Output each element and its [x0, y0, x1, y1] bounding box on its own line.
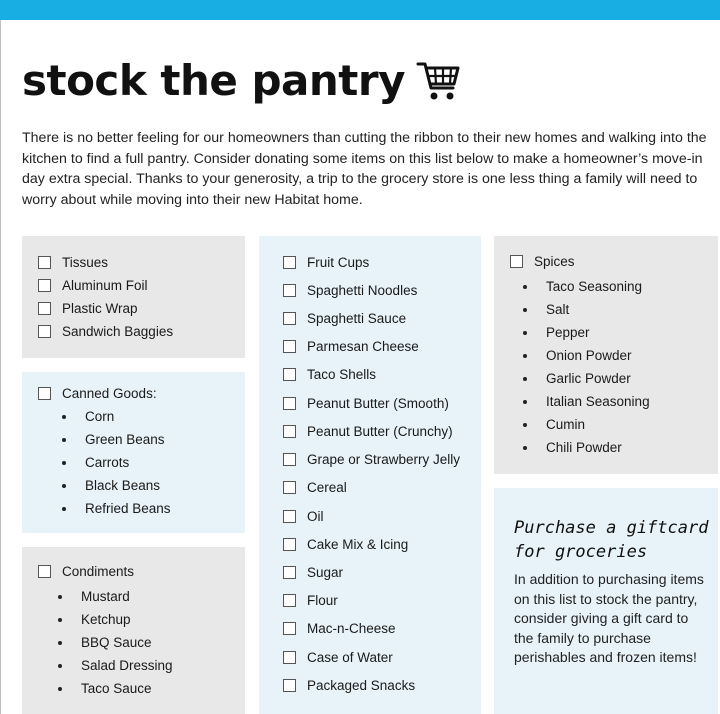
sub-item — [523, 417, 585, 432]
checklist-item[interactable] — [283, 509, 324, 524]
checklist-item[interactable] — [283, 621, 396, 636]
sub-item — [523, 302, 569, 317]
sub-item-label: Cumin — [546, 417, 586, 432]
sub-item — [62, 501, 171, 516]
bullet — [62, 415, 66, 419]
checkbox[interactable] — [283, 397, 296, 410]
bullet — [58, 618, 62, 622]
bullet — [523, 285, 527, 289]
checkbox[interactable] — [38, 325, 51, 338]
item-label: Sugar — [307, 565, 344, 580]
checkbox[interactable] — [510, 255, 523, 268]
bullet — [523, 377, 527, 381]
bullet — [523, 331, 527, 335]
bullet — [523, 423, 527, 427]
bullet — [58, 595, 62, 599]
bullet — [58, 664, 62, 668]
checklist-item[interactable] — [283, 367, 376, 382]
top-accent-bar — [0, 0, 720, 20]
sub-item-label: Salad Dressing — [81, 658, 173, 673]
sub-item — [62, 409, 114, 424]
item-label: Fruit Cups — [307, 255, 370, 270]
item-label: Cereal — [307, 480, 347, 495]
item-label: Plastic Wrap — [62, 301, 138, 316]
checklist-item[interactable] — [38, 255, 108, 270]
checklist-item[interactable] — [283, 311, 406, 326]
sub-item — [58, 658, 173, 673]
sub-item-label: Corn — [85, 409, 115, 424]
checkbox[interactable] — [283, 340, 296, 353]
groceries-panel — [259, 236, 481, 714]
checkbox[interactable] — [283, 566, 296, 579]
item-label: Aluminum Foil — [62, 278, 148, 293]
sub-item — [523, 440, 622, 455]
sub-item-label: Carrots — [85, 455, 130, 470]
checkbox[interactable] — [38, 565, 51, 578]
item-label: Peanut Butter (Crunchy) — [307, 424, 453, 439]
sub-item-label: Refried Beans — [85, 501, 171, 516]
sub-item-label: Chili Powder — [546, 440, 622, 455]
checkbox[interactable] — [38, 256, 51, 269]
checkbox[interactable] — [38, 279, 51, 292]
checklist-item[interactable] — [283, 283, 417, 298]
sub-item-label: Ketchup — [81, 612, 131, 627]
checkbox[interactable] — [283, 256, 296, 269]
checkbox[interactable] — [283, 425, 296, 438]
sub-item-label: Taco Seasoning — [546, 279, 643, 294]
bullet — [62, 507, 66, 511]
item-label: Tissues — [62, 255, 109, 270]
checkbox[interactable] — [38, 387, 51, 400]
sub-item — [58, 589, 130, 604]
sub-item — [62, 478, 160, 493]
checklist-item[interactable] — [283, 650, 393, 665]
item-label: Spaghetti Sauce — [307, 311, 407, 326]
checklist-item[interactable] — [283, 593, 338, 608]
checklist-item[interactable] — [283, 480, 347, 495]
checklist-item[interactable] — [283, 537, 408, 552]
sub-item-label: Garlic Powder — [546, 371, 631, 386]
item-label: Mac-n-Cheese — [307, 621, 396, 636]
left-edge-line — [0, 20, 1, 714]
sub-item — [523, 325, 590, 340]
checklist-item[interactable] — [283, 678, 415, 693]
checklist-item[interactable] — [38, 278, 148, 293]
checkbox[interactable] — [283, 651, 296, 664]
checklist-item-spices[interactable] — [510, 254, 575, 269]
checkbox[interactable] — [38, 302, 51, 315]
item-label: Spaghetti Noodles — [307, 283, 418, 298]
item-label: Taco Shells — [307, 367, 377, 382]
title-row — [22, 56, 461, 105]
bullet — [62, 438, 66, 442]
checkbox[interactable] — [283, 594, 296, 607]
sub-item — [523, 394, 650, 409]
checkbox[interactable] — [283, 538, 296, 551]
bullet — [523, 308, 527, 312]
item-label: Canned Goods: — [62, 386, 157, 401]
bullet — [523, 446, 527, 450]
checklist-item[interactable] — [283, 255, 369, 270]
item-label: Sandwich Baggies — [62, 324, 174, 339]
item-label: Packaged Snacks — [307, 678, 416, 693]
sub-item — [58, 681, 152, 696]
checklist-item[interactable] — [283, 396, 449, 411]
item-label: Grape or Strawberry Jelly — [307, 452, 461, 467]
item-label: Flour — [307, 593, 338, 608]
sub-item-label: Taco Sauce — [81, 681, 152, 696]
sub-item-label: BBQ Sauce — [81, 635, 152, 650]
item-label: Spices — [534, 254, 575, 269]
checkbox[interactable] — [283, 453, 296, 466]
checklist-item[interactable] — [283, 424, 453, 439]
page-title: stock the pantry — [22, 56, 405, 105]
checklist-item[interactable] — [283, 339, 419, 354]
checklist-item[interactable] — [38, 324, 173, 339]
bullet — [58, 641, 62, 645]
basics-panel — [22, 236, 245, 358]
sub-item-label: Italian Seasoning — [546, 394, 650, 409]
item-label: Condiments — [62, 564, 135, 579]
item-label: Case of Water — [307, 650, 393, 665]
spices-panel — [494, 236, 718, 474]
sub-item-label: Pepper — [546, 325, 590, 340]
checkbox[interactable] — [283, 622, 296, 635]
canned-goods-panel — [22, 372, 245, 533]
condiments-panel — [22, 547, 245, 714]
sub-item-label: Black Beans — [85, 478, 161, 493]
checkbox[interactable] — [283, 368, 296, 381]
sub-item — [58, 635, 152, 650]
checkbox[interactable] — [283, 481, 296, 494]
sub-item — [523, 371, 631, 386]
sub-item — [58, 612, 131, 627]
bullet — [58, 687, 62, 691]
bullet — [523, 400, 527, 404]
checklist-item[interactable] — [283, 565, 343, 580]
sub-item — [523, 279, 642, 294]
sub-item — [62, 455, 129, 470]
checkbox[interactable] — [283, 510, 296, 523]
giftcard-panel — [494, 488, 718, 714]
giftcard-title: Purchase a giftcard for groceries — [514, 518, 709, 562]
checklist-item-condiments[interactable] — [38, 564, 134, 579]
sub-item-label: Salt — [546, 302, 570, 317]
giftcard-body: In addition to purchasing items on this list to stock the pantry, consider giving a gift card to the family to purchase perishables and frozen items! — [514, 571, 704, 665]
sub-item-label: Onion Powder — [546, 348, 632, 363]
item-label: Cake Mix & Icing — [307, 537, 409, 552]
sub-item — [62, 432, 165, 447]
item-label: Parmesan Cheese — [307, 339, 419, 354]
checkbox[interactable] — [283, 679, 296, 692]
intro-paragraph: There is no better feeling for our homeowners than cutting the ribbon to their new homes and walking into the kitchen to find a full pantry. Consider donating some items on this list below to make a homeowner’s move-in day extra special. Thanks to your generosity, a trip to the grocery store is one less thing a family will need to worry about while moving into their new Habitat home. — [22, 130, 707, 208]
bullet — [62, 461, 66, 465]
item-label: Oil — [307, 509, 324, 524]
checkbox[interactable] — [283, 312, 296, 325]
checklist-item-canned-goods[interactable] — [38, 386, 157, 401]
shopping-cart-icon — [415, 58, 461, 104]
item-label: Peanut Butter (Smooth) — [307, 396, 449, 411]
bullet — [523, 354, 527, 358]
bullet — [62, 484, 66, 488]
checkbox[interactable] — [283, 284, 296, 297]
sub-item-label: Green Beans — [85, 432, 165, 447]
sub-item — [523, 348, 632, 363]
checklist-item[interactable] — [38, 301, 138, 316]
sub-item-label: Mustard — [81, 589, 130, 604]
checklist-item[interactable] — [283, 452, 460, 467]
